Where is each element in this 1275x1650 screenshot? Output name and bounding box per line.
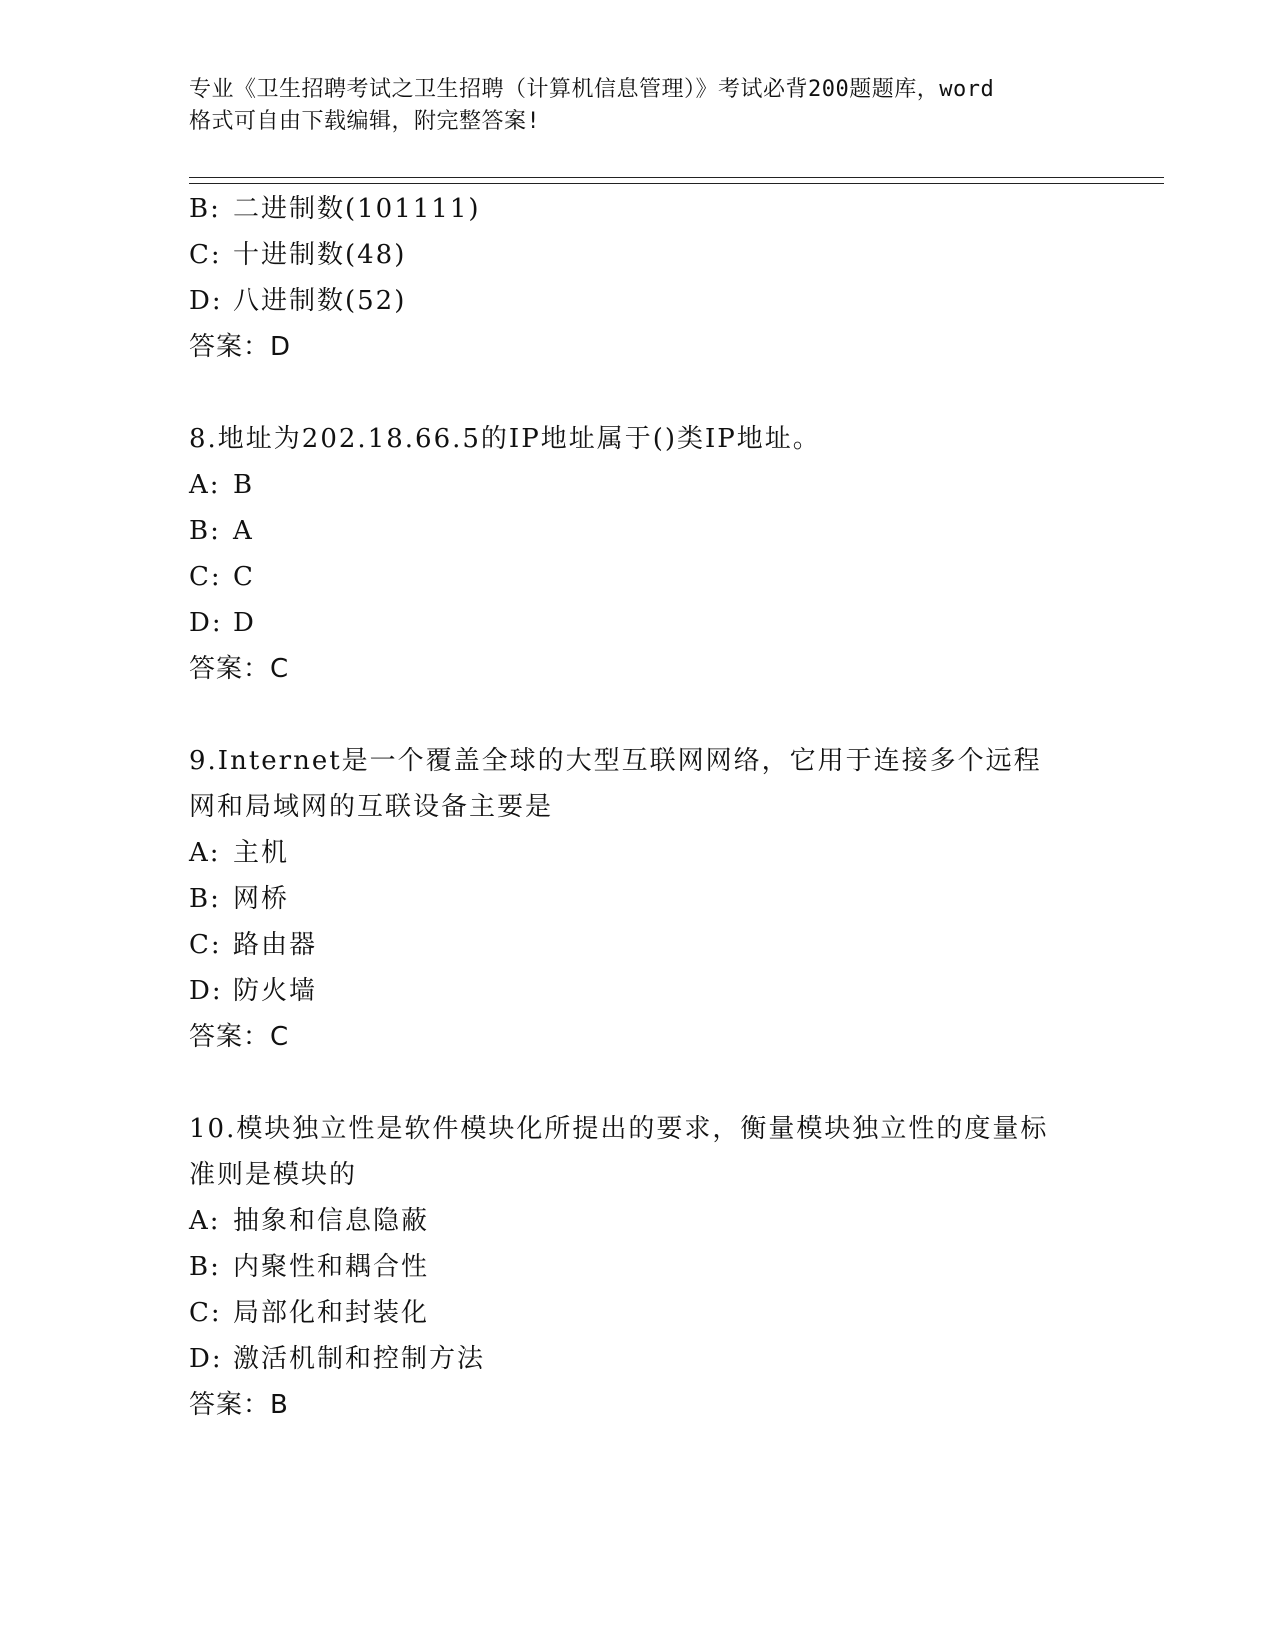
option-text: 十进制数(48) [233,240,407,270]
header-divider-bottom [189,183,1164,184]
question-text-line: 8.地址为202.18.66.5的IP地址属于()类IP地址。 [189,424,821,454]
question-text [189,738,1079,830]
carryover-block [189,186,1089,370]
option-row [189,1336,1089,1382]
question-text-line: 9.Internet是一个覆盖全球的大型互联网网络，它用于连接多个远程 [189,746,1042,776]
option-letter: B: [189,516,221,546]
question-text-line: 准则是模块的 [189,1160,358,1190]
option-text: 路由器 [233,930,318,960]
option-letter: A: [189,838,221,868]
option-row [189,600,1089,646]
option-row [189,1198,1089,1244]
option-row [189,830,1089,876]
option-text: 主机 [233,838,290,868]
option-text: A [233,516,254,546]
option-text: D [233,608,256,638]
option-letter: B: [189,194,221,224]
question-text-line: 10.模块独立性是软件模块化所提出的要求，衡量模块独立性的度量标 [189,1114,1049,1144]
option-row [189,462,1089,508]
option-row [189,232,1089,278]
option-row [189,876,1089,922]
option-text: 八进制数(52) [233,286,407,316]
option-text: 激活机制和控制方法 [233,1344,486,1374]
answer-line: 答案：C [189,654,290,684]
option-row [189,922,1089,968]
option-letter: B: [189,884,221,914]
option-row [189,1244,1089,1290]
option-letter: C: [189,930,222,960]
option-row [189,968,1089,1014]
option-text: 网桥 [233,884,290,914]
option-letter: D: [189,608,223,638]
option-text: 防火墙 [233,976,318,1006]
option-letter: C: [189,1298,222,1328]
option-text: 抽象和信息隐蔽 [233,1206,430,1236]
option-text: 二进制数(101111) [233,194,481,224]
option-row [189,554,1089,600]
option-row [189,1290,1089,1336]
option-text: 内聚性和耦合性 [233,1252,430,1282]
option-row [189,508,1089,554]
option-letter: D: [189,1344,223,1374]
question-9 [189,738,1089,1060]
option-letter: A: [189,1206,221,1236]
header-divider-top [189,177,1164,178]
question-8 [189,416,1089,692]
option-letter: A: [189,470,221,500]
option-row [189,186,1089,232]
document-header [189,74,1089,138]
option-letter: D: [189,976,223,1006]
option-letter: C: [189,240,222,270]
header-line-2: 格式可自由下载编辑，附完整答案! [189,109,541,134]
header-line-1: 专业《卫生招聘考试之卫生招聘（计算机信息管理）》考试必背200题题库，word [189,77,995,102]
option-text: 局部化和封装化 [233,1298,430,1328]
question-text-line: 网和局域网的互联设备主要是 [189,792,554,822]
option-text: B [233,470,255,500]
question-text [189,416,1079,462]
question-10 [189,1106,1089,1428]
answer-line: 答案：B [189,1390,289,1420]
option-text: C [233,562,255,592]
question-text [189,1106,1079,1198]
document-body [189,186,1089,1428]
answer-line: 答案：C [189,1022,290,1052]
option-letter: B: [189,1252,221,1282]
option-letter: C: [189,562,222,592]
option-row [189,278,1089,324]
option-letter: D: [189,286,223,316]
answer-line: 答案：D [189,332,292,362]
